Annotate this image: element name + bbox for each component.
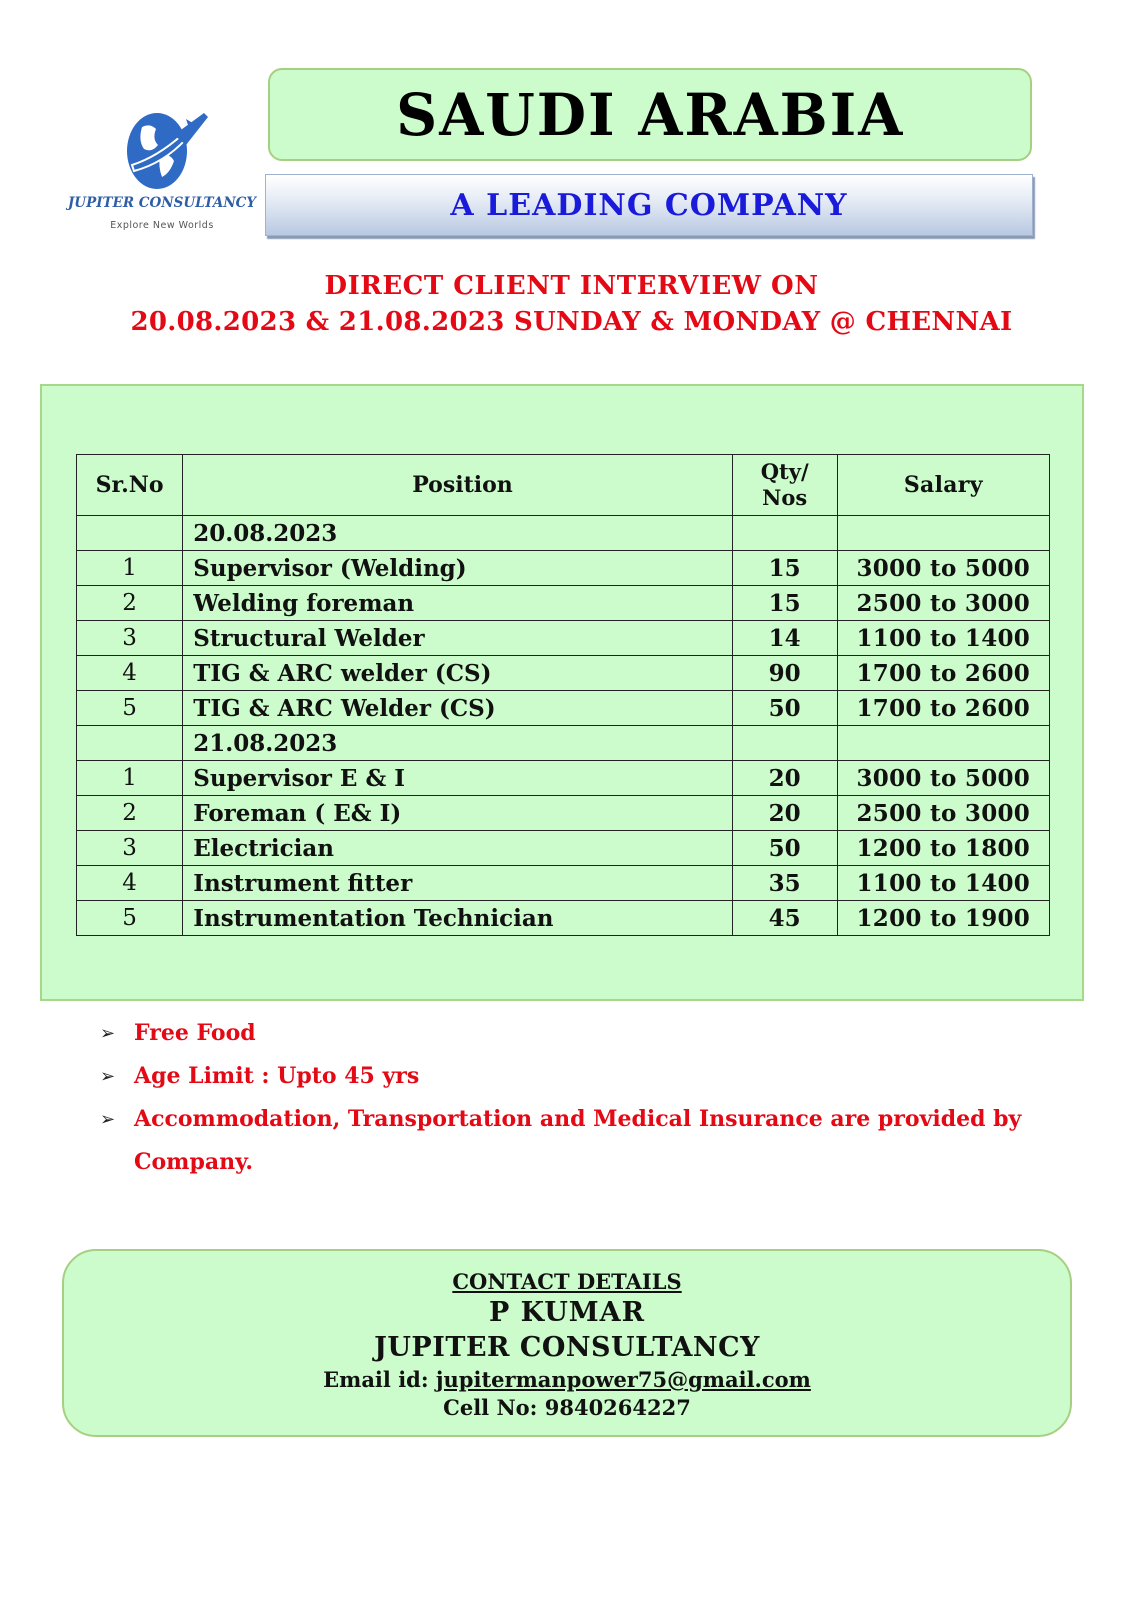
cell-position: Supervisor (Welding) [183,551,733,586]
header-salary: Salary [837,455,1049,516]
cell-salary: 3000 to 5000 [837,761,1049,796]
cell-sr-no: 1 [77,551,183,586]
logo-tagline: Explore New Worlds [110,220,214,231]
cell-position: Electrician [183,831,733,866]
date-row-date: 21.08.2023 [183,726,733,761]
cell-salary: 1100 to 1400 [837,621,1049,656]
positions-table [76,454,1050,936]
contact-details-box [62,1249,1072,1437]
benefit-item [100,1098,1080,1184]
cell-sr-no: 5 [77,691,183,726]
cell-sr-no: 3 [77,621,183,656]
cell-position: Instrument fitter [183,866,733,901]
table-row [77,656,1050,691]
header-qty-line-2: Nos [762,485,808,510]
date-group-row [77,726,1050,761]
cell-qty: 50 [732,691,837,726]
interview-notice [0,268,1131,340]
table-header-row [77,455,1050,516]
cell-position: TIG & ARC welder (CS) [183,656,733,691]
subtitle-text: A LEADING COMPANY [450,187,848,223]
date-row-salary [837,726,1049,761]
globe-plane-icon [112,105,212,191]
positions-panel [40,384,1084,1001]
cell-sr-no: 2 [77,586,183,621]
date-row-salary [837,516,1049,551]
date-row-date: 20.08.2023 [183,516,733,551]
cell-salary: 3000 to 5000 [837,551,1049,586]
email-label: Email id: [323,1367,436,1392]
arrow-bullet-icon: ➢ [100,1109,116,1130]
date-group-row [77,516,1050,551]
cell-salary: 2500 to 3000 [837,796,1049,831]
cell-qty: 35 [732,866,837,901]
country-title-box [268,68,1032,161]
cell-sr-no: 5 [77,901,183,936]
table-row [77,586,1050,621]
cell-qty: 45 [732,901,837,936]
benefits-list [100,1012,1080,1184]
cell-sr-no: 1 [77,761,183,796]
benefit-text: Age Limit : Upto 45 yrs [134,1063,420,1089]
cell-salary: 1200 to 1900 [837,901,1049,936]
contact-cell-row [64,1394,1070,1422]
country-title: SAUDI ARABIA [395,80,905,149]
cell-salary: 2500 to 3000 [837,586,1049,621]
table-row [77,901,1050,936]
table-row [77,691,1050,726]
company-logo [62,105,262,255]
arrow-bullet-icon: ➢ [100,1066,116,1087]
cell-qty: 15 [732,586,837,621]
interview-line-2: 20.08.2023 & 21.08.2023 SUNDAY & MONDAY @ CHENNAI [130,307,1013,337]
table-row [77,866,1050,901]
date-row-sr [77,516,183,551]
table-row [77,796,1050,831]
interview-line-1: DIRECT CLIENT INTERVIEW ON [324,271,819,301]
cell-qty: 90 [732,656,837,691]
contact-name: P KUMAR [488,1297,646,1328]
header-qty-line-1: Qty/ [760,459,809,484]
subtitle-banner [265,174,1033,236]
benefit-item [100,1012,1080,1055]
date-row-sr [77,726,183,761]
cell-sr-no: 4 [77,866,183,901]
cell-qty: 14 [732,621,837,656]
cell-number: 9840264227 [544,1395,691,1420]
email-link[interactable]: jupitermanpower75@gmail.com [435,1367,811,1392]
table-row [77,831,1050,866]
table-row [77,621,1050,656]
date-row-qty [732,726,837,761]
cell-position: Supervisor E & I [183,761,733,796]
table-row [77,551,1050,586]
cell-position: Welding foreman [183,586,733,621]
contact-heading: CONTACT DETAILS [452,1269,682,1294]
cell-position: Foreman ( E& I) [183,796,733,831]
cell-salary: 1700 to 2600 [837,656,1049,691]
header-position: Position [183,455,733,516]
header-qty [732,455,837,516]
header-sr-no: Sr.No [77,455,183,516]
cell-qty: 20 [732,761,837,796]
cell-qty: 50 [732,831,837,866]
table-row [77,761,1050,796]
cell-qty: 15 [732,551,837,586]
cell-salary: 1200 to 1800 [837,831,1049,866]
benefit-text: Accommodation, Transportation and Medical Insurance are provided by Company. [134,1106,1022,1175]
contact-company: JUPITER CONSULTANCY [374,1332,760,1363]
benefit-item [100,1055,1080,1098]
cell-position: Instrumentation Technician [183,901,733,936]
benefit-text: Free Food [134,1020,256,1046]
logo-name: JUPITER CONSULTANCY [67,195,257,211]
contact-email-row [64,1366,1070,1394]
arrow-bullet-icon: ➢ [100,1023,116,1044]
date-row-qty [732,516,837,551]
cell-sr-no: 3 [77,831,183,866]
cell-salary: 1100 to 1400 [837,866,1049,901]
cell-sr-no: 2 [77,796,183,831]
cell-position: TIG & ARC Welder (CS) [183,691,733,726]
cell-salary: 1700 to 2600 [837,691,1049,726]
cell-qty: 20 [732,796,837,831]
cell-position: Structural Welder [183,621,733,656]
cell-label: Cell No: [443,1395,545,1420]
cell-sr-no: 4 [77,656,183,691]
